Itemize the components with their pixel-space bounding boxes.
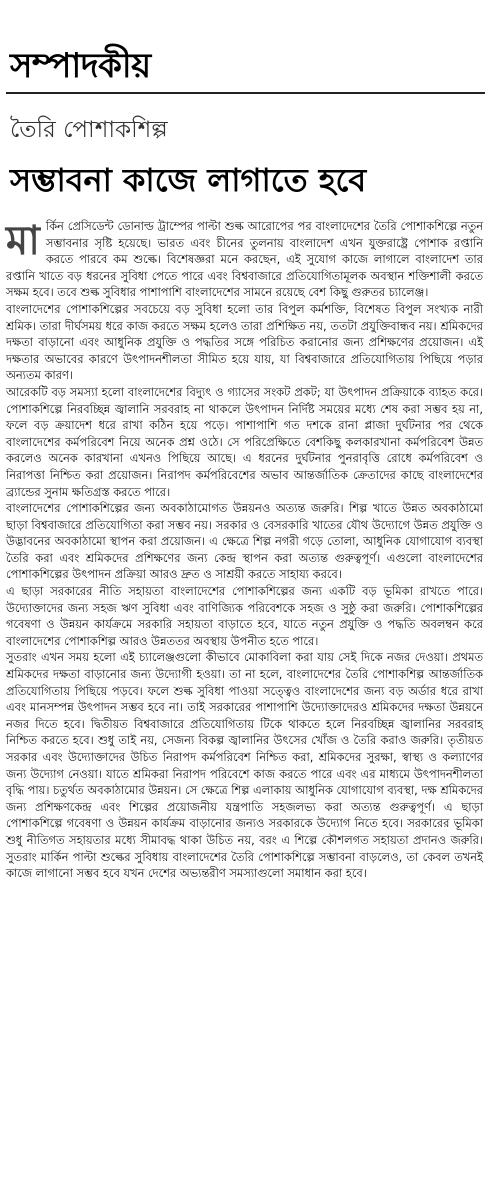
article-paragraph-4: বাংলাদেশের পোশাকশিল্পের জন্য অবকাঠামোগত উন্নয়নও অত্যন্ত জরুরি। শিল্প খাতে উন্নত অবকাঠামো ছাড়া বিশ্ববাজারে প্রতিযোগিতা করা সম্ভব নয়। সরকার ও বেসরকারি খাতের যৌথ উদ্যোগে উন্নত প্রযুক্তি ও উদ্ভাবনের অবকাঠামো স্থাপন করা প্রয়োজন। এ ক্ষেত্রে শিল্প নগরী গড়ে তোলা, আধুনিক যোগাযোগ ব্যবস্থা তৈরি করা এবং শ্রমিকদের প্রশিক্ষণের জন্য কেন্দ্র স্থাপন করা অত্যন্ত গুরুত্বপূর্ণ। এগুলো বাংলাদেশের পোশাকশিল্পের উৎপাদন প্রক্রিয়া আরও দ্রুত ও সাশ্রয়ী করতে সাহায্য করবে।: [6, 501, 483, 582]
masthead-divider: [6, 92, 485, 94]
article-paragraph-5: এ ছাড়া সরকারের নীতি সহায়তা বাংলাদেশের পোশাকশিল্পের জন্য একটি বড় ভূমিকা রাখতে পারে। উদ্যোক্তাদের জন্য সহজ ঋণ সুবিধা এবং বাণিজ্যিক পরিবেশকে সহজ ও সুষ্ঠু করা জরুরি। পোশাকশিল্পের গবেষণা ও উন্নয়ন কার্যক্রমে সরকারি সহায়তা বাড়াতে হবে, যাতে নতুন প্রযুক্তি ও পদ্ধতি অবলম্বন করে বাংলাদেশের পোশাকশিল্প আরও উন্নততর অবস্থায় উপনীত হতে পারে।: [6, 584, 483, 648]
drop-cap: মা: [6, 217, 40, 264]
paragraph-text: র্কিন প্রেসিডেন্ট ডোনাল্ড ট্রাম্পের পাল্টা শুল্ক আরোপের পর বাংলাদেশের তৈরি পোশাকশিল্পে নতুন সম্ভাবনার সৃষ্টি হয়েছে। ভারত এবং চীনের তুলনায় বাংলাদেশ এখন যুক্তরাষ্ট্রে পোশাক রপ্তানি করতে পারবে কম শুল্কে। বিশেষজ্ঞরা মনে করছেন, এই সুযোগ কাজে লাগালে বাংলাদেশ তার রপ্তানি খাতে বড় ধরনের সুবিধা পেতে পারে এবং বিশ্ববাজারে প্রতিযোগিতামূলক অবস্থান শক্তিশালী করতে সক্ষম হবে। তবে শুল্ক সুবিধার পাশাপাশি বাংলাদেশের সামনে রয়েছে বেশ কিছু গুরুতর চ্যালেঞ্জ।: [6, 219, 483, 300]
article-paragraph-1: [6, 218, 483, 301]
article-body: [6, 218, 483, 882]
article-paragraph-6: সুতরাং এখন সময় হলো এই চ্যালেঞ্জগুলো কীভাবে মোকাবিলা করা যায় সেই দিকে নজর দেওয়া। প্রথমত শ্রমিকদের দক্ষতা বাড়ানোর জন্য উদ্যোগী হওয়া। তা না হলে, বাংলাদেশের তৈরি পোশাকশিল্প আন্তর্জাতিক প্রতিযোগিতায় পিছিয়ে পড়বে। ফলে শুল্ক সুবিধা পাওয়া সত্ত্বেও বাংলাদেশের জন্য বড় অর্ডার ধরে রাখা এবং মানসম্পন্ন উৎপাদন সম্ভব হবে না। তাই সরকারের পাশাপাশি উদ্যোক্তাদেরও শ্রমিকদের দক্ষতা উন্নয়নে নজর দিতে হবে। দ্বিতীয়ত বিশ্ববাজারে প্রতিযোগিতায় টিকে থাকতে হলে নিরবচ্ছিন্ন জ্বালানির সরবরাহ নিশ্চিত করতে হবে। শুধু তাই নয়, সেজন্য বিকল্প জ্বালানির উৎসের খোঁজ ও তৈরি করাও জরুরি। তৃতীয়ত সরকার এবং উদ্যোক্তাদের উচিত নিরাপদ কর্মপরিবেশ নিশ্চিত করা, শ্রমিকদের সুরক্ষা, স্বাস্থ্য ও কল্যাণের জন্য উদ্যোগ নেওয়া। যাতে শ্রমিকরা নিরাপদ পরিবেশে কাজ করতে পারে এবং এর মাধ্যমে উৎপাদনশীলতা বৃদ্ধি পায়। চতুর্থত অবকাঠামোর উন্নয়ন। সে ক্ষেত্রে শিল্প এলাকায় আধুনিক যোগাযোগ ব্যবস্থা, দক্ষ শ্রমিকদের জন্য প্রশিক্ষণকেন্দ্র এবং শিল্পের প্রয়োজনীয় যন্ত্রপাতি সহজলভ্য করা অত্যন্ত গুরুত্বপূর্ণ। এ ছাড়া পোশাকশিল্পে গবেষণা ও উন্নয়ন কার্যক্রম বাড়ানোর জন্যও সরকারকে উদ্যোগ নিতে হবে। সরকারের ভূমিকা শুধু নীতিগত সহায়তার মধ্যে সীমাবদ্ধ থাকা উচিত নয়, বরং এ শিল্পে কৌশলগত সহায়তা প্রদানও জরুরি। সুতরাং মার্কিন পাল্টা শুল্কের সুবিধায় বাংলাদেশের তৈরি পোশাকশিল্পে সম্ভাবনা বাড়লেও, তা কেবল তখনই কাজে লাগানো সম্ভব হবে যখন দেশের অভ্যন্তরীণ সমস্যাগুলো সমাধান করা হবে।: [6, 650, 483, 881]
article-paragraph-2: বাংলাদেশের পোশাকশিল্পের সবচেয়ে বড় সুবিধা হলো তার বিপুল কর্মশক্তি, বিশেষত বিপুল সংখ্যক নারী শ্রমিক। তারা দীর্ঘসময় ধরে কাজ করতে সক্ষম হলেও তারা প্রশিক্ষিত নয়, ততটা প্রযুক্তিবান্ধব নয়। শ্রমিকদের দক্ষতা বাড়ানো এবং আধুনিক প্রযুক্তি ও পদ্ধতির সঙ্গে পরিচিত করানোর জন্য প্রশিক্ষণের প্রয়োজন। এই দক্ষতার অভাবের কারণে উৎপাদনশীলতা সীমিত হয়ে যায়, যা বিশ্ববাজারে প্রতিযোগিতায় পিছিয়ে পড়ার অন্যতম কারণ।: [6, 301, 483, 383]
headline: সম্ভাবনা কাজে লাগাতে হবে: [10, 161, 367, 199]
kicker-title: তৈরি পোশাকশিল্প: [10, 117, 168, 143]
section-masthead: সম্পাদকীয়: [10, 46, 151, 86]
article-paragraph-3: আরেকটি বড় সমস্যা হলো বাংলাদেশের বিদ্যুৎ ও গ্যাসের সংকট প্রকট; যা উৎপাদন প্রক্রিয়াকে ব্যাহত করে। পোশাকশিল্পে নিরবচ্ছিন্ন জ্বালানি সরবরাহ না থাকলে উৎপাদন নির্দিষ্ট সময়ের মধ্যে শেষ করা সম্ভব হয় না, ফলে বড় ক্রয়াদেশ ধরে রাখা কঠিন হয়ে পড়ে। পাশাপাশি গত দশকে রানা প্লাজা দুর্ঘটনার পর থেকে বাংলাদেশের কর্মপরিবেশ নিয়ে অনেক প্রশ্ন ওঠে। সে পরিপ্রেক্ষিতে বেশকিছু কলকারখানা কর্মপরিবেশ উন্নত করলেও অনেক কারখানা এখনও পিছিয়ে আছে। এ ধরনের দুর্ঘটনার পুনরাবৃত্তি রোধে কর্মপরিবেশ ও নিরাপত্তা নিশ্চিত করা প্রয়োজন। নিরাপদ কর্মপরিবেশের অভাব আন্তর্জাতিক ক্রেতাদের কাছে বাংলাদেশের ব্র্যান্ডের সুনাম ক্ষতিগ্রস্ত করতে পারে।: [6, 384, 483, 499]
